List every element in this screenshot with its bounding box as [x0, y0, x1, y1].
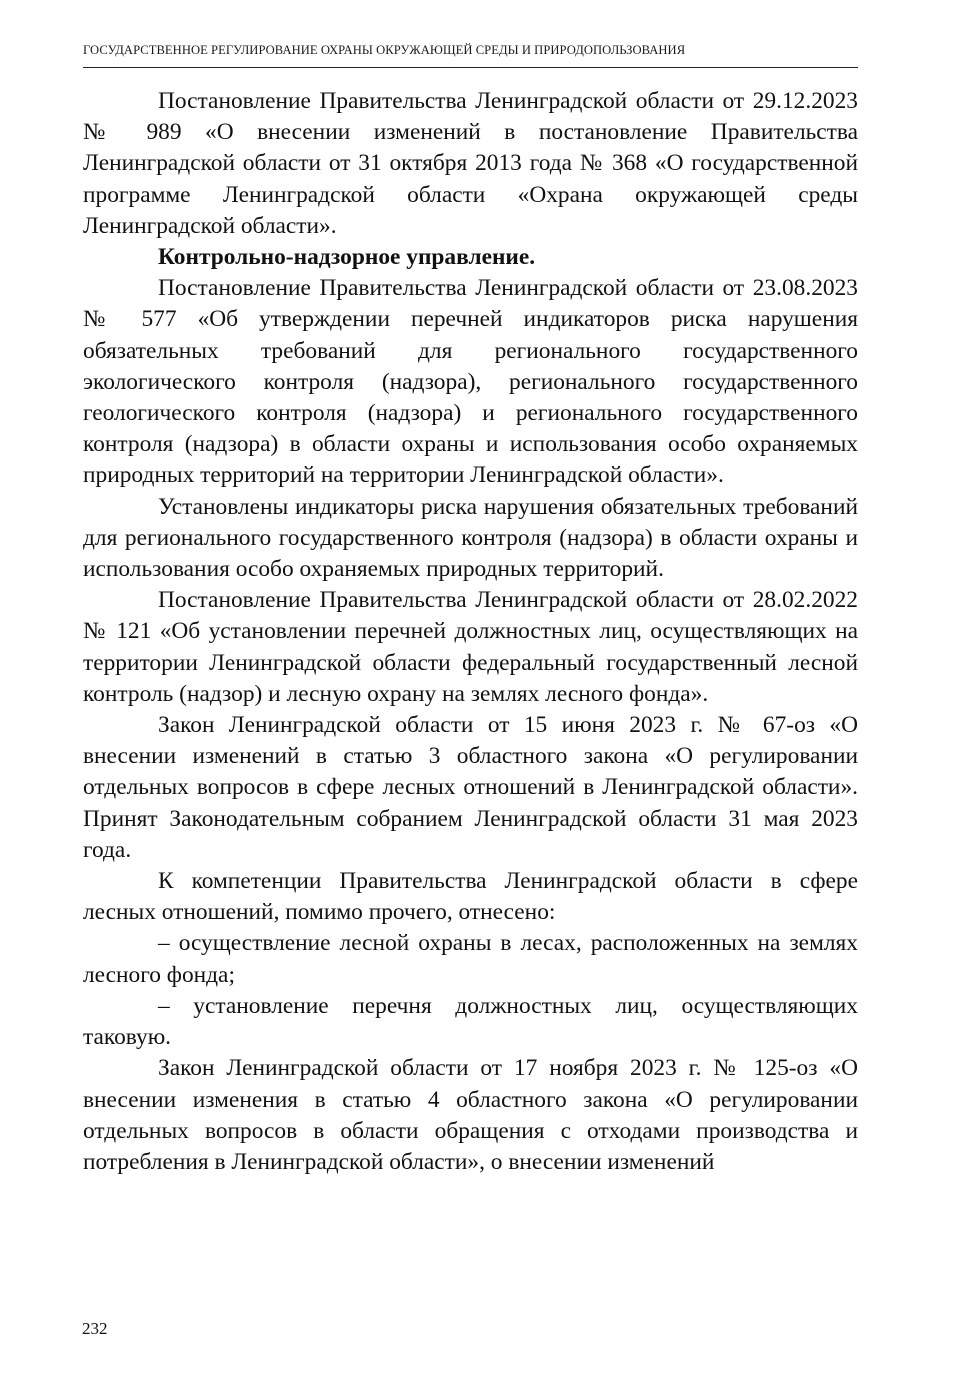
paragraph: Закон Ленинградской области от 17 ноября 2023 г. № 125-оз «О внесении изменения в статью 4 областного закона «О регулировании отдельных вопросов в области обращения с отходами производства и потребления в Ленинградской области», о внесении изменений	[83, 1055, 858, 1175]
paragraph: Постановление Правительства Ленинградской области от 29.12.2023 № 989 «О внесении изменений в постановление Правительства Ленинградской области от 31 октября 2013 года № 368 «О государственной программе Ленинградской области «Охрана окружающей среды Ленинградской области».	[83, 88, 858, 239]
paragraph: Установлены индикаторы риска нарушения обязательных требований для регионального государственного контроля (надзора) в области охраны и использования особо охраняемых природных территорий.	[83, 493, 858, 583]
running-header: ГОСУДАРСТВЕННОЕ РЕГУЛИРОВАНИЕ ОХРАНЫ ОКРУЖАЮЩЕЙ СРЕДЫ И ПРИРОДОПОЛЬЗОВАНИЯ	[83, 43, 686, 57]
paragraph: Закон Ленинградской области от 15 июня 2023 г. № 67-оз «О внесении изменений в статью 3 областного закона «О регулировании отдельных вопросов в сфере лесных отношений в Ленинградской области». Принят Законодательным собранием Ленинградской области 31 мая 2023 года.	[83, 712, 858, 863]
paragraph: К компетенции Правительства Ленинградской области в сфере лесных отношений, помимо прочего, отнесено:	[83, 868, 858, 926]
section-heading: Контрольно-надзорное управление.	[158, 244, 536, 271]
paragraph: Постановление Правительства Ленинградской области от 28.02.2022 № 121 «Об установлении перечней должностных лиц, осуществляющих на территории Ленинградской области федеральный государственный лесной контроль (надзор) и лесную охрану на землях лесного фонда».	[83, 587, 858, 707]
page-number: 232	[82, 1319, 108, 1338]
list-item: – установление перечня должностных лиц, осуществляющих таковую.	[83, 992, 858, 1051]
paragraph: Постановление Правительства Ленинградской области от 23.08.2023 № 577 «Об утверждении перечней индикаторов риска нарушения обязательных требований для регионального государственного экологического контроля (надзора), регионального государственного геологического контроля (надзора) и регионального государственного контроля (надзора) в области охраны и использования особо охраняемых природных территорий на территории Ленинградской области».	[83, 275, 858, 489]
body-text	[83, 86, 858, 1178]
header-divider	[83, 67, 858, 68]
list-item: – осуществление лесной охраны в лесах, расположенных на землях лесного фонда;	[83, 930, 858, 988]
